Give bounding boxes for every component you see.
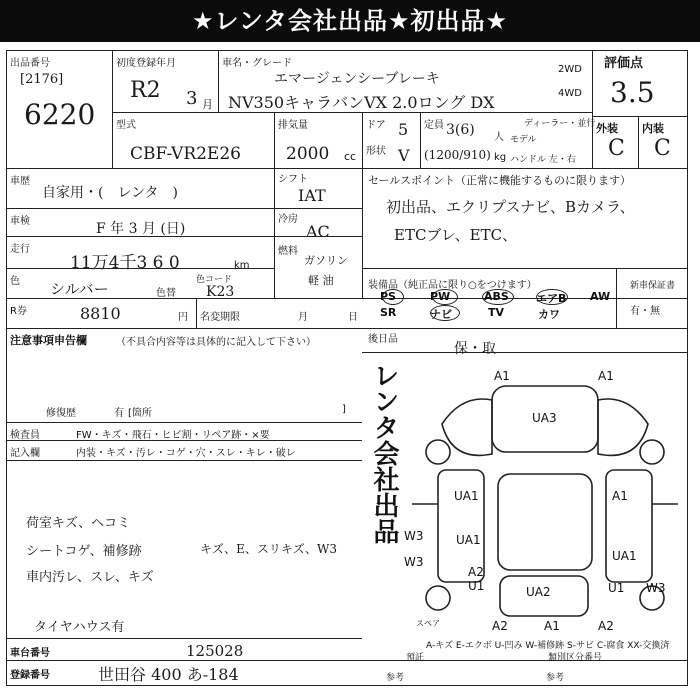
color-label: 色 <box>10 276 20 287</box>
mark-2: UA3 <box>532 411 557 425</box>
first-reg-month: 3 <box>186 88 198 109</box>
recycle-label: R券 <box>10 306 27 317</box>
diagram-body <box>498 474 592 570</box>
footer-sign-1: 参考 <box>386 673 405 683</box>
equip-circle-pw <box>432 289 458 305</box>
repair-has: 有 <box>114 408 124 419</box>
shape-value: V <box>398 146 410 165</box>
mark-16: A1 <box>544 619 560 633</box>
diagram-right-side <box>606 470 652 582</box>
ac-value: AC <box>306 222 330 241</box>
entry-items: 内装・キズ・汚レ・コゲ・穴・スレ・キレ・破レ <box>76 448 296 459</box>
mileage-value: 11万4千3 6 0 <box>70 253 180 273</box>
load-value: (1200/910) <box>424 148 491 162</box>
lot-label: 出品番号 <box>10 58 50 69</box>
rear-value: 保・取 <box>454 341 496 357</box>
inspection-label: 車検 <box>10 216 30 227</box>
title-date-day: 日 <box>348 312 358 323</box>
doors-label: ドア <box>366 120 386 131</box>
repair-label: 修復歴 <box>46 408 76 419</box>
diagram-marks <box>404 369 666 633</box>
equip-circle-airbag <box>536 289 568 305</box>
sales-points-label: セールスポイント（正常に機能するものに限ります） <box>368 174 632 187</box>
lot-sub: [2176] <box>20 72 64 87</box>
recycle-value: 8810 <box>80 304 121 323</box>
model-value: CBF-VR2E26 <box>130 144 241 164</box>
registration-label: 登録番号 <box>10 670 50 681</box>
mark-0: A1 <box>494 369 510 383</box>
mark-5: UA1 <box>456 533 481 547</box>
capacity-unit: 人 <box>494 132 504 143</box>
shift-value: IAT <box>298 186 326 205</box>
equip-abs: ABS <box>484 290 509 303</box>
mark-7: W3 <box>404 555 424 569</box>
remark-line4: キズ、E、スリキズ、W3 <box>200 542 337 556</box>
mark-4: A1 <box>612 489 628 503</box>
car-label: 車名・グレード <box>222 58 292 69</box>
footer-recycle-label: 預託 <box>406 653 425 663</box>
mileage-unit: km <box>234 260 250 271</box>
fuel-label: 燃料 <box>278 246 298 257</box>
model-label: 型式 <box>116 120 136 131</box>
chassis-value: 125028 <box>186 642 244 660</box>
mark-14: A2 <box>492 619 508 633</box>
remark-line1: 荷室キズ、ヘコミ <box>26 516 131 531</box>
equip-ps: PS <box>380 290 396 303</box>
mark-13: W3 <box>646 581 666 595</box>
shape-label: 形状 <box>366 146 386 157</box>
drive-4wd: 4WD <box>558 88 582 99</box>
mark-17: スペア <box>416 619 440 628</box>
exterior-grade: C <box>608 136 625 161</box>
usage-value: 自家用・( レンタ ) <box>42 185 179 201</box>
interior-grade: C <box>654 136 671 161</box>
handle-label: ハンドル 左・右 <box>510 155 576 165</box>
color-change-label: 色替 <box>156 288 176 299</box>
first-reg-month-unit: 月 <box>202 98 213 111</box>
mark-9: A2 <box>468 565 484 579</box>
mark-10: U1 <box>468 579 485 593</box>
mark-11: UA2 <box>526 585 551 599</box>
diagram-wheel-lr <box>426 586 450 610</box>
fuel-gasoline: ガソリン <box>304 254 348 267</box>
mileage-label: 走行 <box>10 244 30 255</box>
equip-tv: TV <box>488 306 505 319</box>
equip-leather: カワ <box>538 308 560 321</box>
notes-label: 注意事項申告欄 <box>10 334 87 347</box>
registration-value: 世田谷 400 あ-184 <box>98 665 239 684</box>
doors-value: 5 <box>398 120 409 139</box>
equip-circle-navi <box>430 305 460 321</box>
equip-circle-abs <box>482 289 514 305</box>
first-reg-label: 初度登録年月 <box>116 58 176 69</box>
diagram-wheel-lf <box>426 440 450 464</box>
sales-points-line1: 初出品、エクリプスナビ、Bカメラ、 <box>386 198 635 216</box>
entry-label: 記入欄 <box>10 448 40 459</box>
rear-label: 後日品 <box>368 334 398 345</box>
footer-sign-2: 参考 <box>546 673 565 683</box>
score-label: 評価点 <box>604 56 644 71</box>
equip-pw: PW <box>430 290 451 303</box>
diagram-wheel-rf <box>640 440 664 464</box>
notes-sub: （不具合内容等は具体的に記入して下さい） <box>116 337 316 348</box>
drive-2wd: 2WD <box>558 64 582 75</box>
capacity-value: 3(6) <box>446 122 475 138</box>
mark-12: U1 <box>608 581 625 595</box>
exterior-label: 外装 <box>596 122 618 135</box>
model-year-label: モデル <box>510 135 537 145</box>
banner-title: ★レンタ会社出品★初出品★ <box>0 0 700 42</box>
footer-type-label: 類別区分番号 <box>548 653 603 663</box>
color-code: K23 <box>206 284 235 300</box>
equip-airbag: エアB <box>536 292 567 305</box>
recycle-unit: 円 <box>178 312 188 323</box>
title-date-month: 月 <box>298 312 308 323</box>
color-value: シルバー <box>50 280 109 298</box>
interior-label: 内装 <box>642 122 664 135</box>
capacity-label: 定員 <box>424 120 444 131</box>
shift-label: シフト <box>278 174 308 185</box>
tire-note: タイヤハウス有 <box>34 620 125 635</box>
mark-1: A1 <box>598 369 614 383</box>
equip-navi: ナビ <box>430 308 452 321</box>
equip-sr: SR <box>380 306 397 319</box>
mark-8: UA1 <box>612 549 637 563</box>
remark-line3: 車内汚レ、スレ、キズ <box>26 570 154 585</box>
checker-items: FW・キズ・飛石・ヒビ割・リペア跡・×要 <box>76 430 270 441</box>
equipment-label: 装備品（純正品に限り○をつけます） <box>368 280 537 291</box>
car-line2: NV350キャラバンVX 2.0ロング DX <box>228 93 495 112</box>
equip-circle-ps <box>382 289 404 305</box>
sales-points-line2: ETCブレ、ETC、 <box>394 226 518 244</box>
mark-3: UA1 <box>454 489 479 503</box>
side-rental-text: レンタ会社出品 <box>369 362 399 544</box>
inspection-value: F 年 3 月 (日) <box>96 221 186 237</box>
damage-legend: A-キズ E-エクボ U-凹み W-補修跡 S-サビ C-腐食 XX-交換済 <box>426 641 670 651</box>
displacement-label: 排気量 <box>278 120 308 131</box>
ac-label: 冷房 <box>278 214 298 225</box>
usage-label: 車歴 <box>10 176 30 187</box>
displacement-value: 2000 <box>286 144 330 164</box>
displacement-unit: cc <box>344 150 357 163</box>
color-code-label: 色コード <box>196 275 233 285</box>
score-value: 3.5 <box>610 76 655 109</box>
title-date-label: 名変期限 <box>200 312 240 323</box>
mark-15: A2 <box>598 619 614 633</box>
equip-aw: AW <box>590 290 611 303</box>
fuel-diesel: 軽 油 <box>308 274 334 287</box>
dealer-label: ディーラー・並行 <box>524 119 596 129</box>
remark-line2: シートコゲ、補修跡 <box>26 544 142 559</box>
car-line1: エマージェンシーブレーキ <box>274 71 440 87</box>
warranty-label: 新車保証書 <box>630 281 676 291</box>
repair-end: ] <box>342 404 346 415</box>
auction-sheet <box>6 46 694 696</box>
first-reg-era: R2 <box>130 78 161 103</box>
lot-number: 6220 <box>24 98 96 131</box>
repair-location: [箇所 <box>128 408 152 419</box>
checker-label: 検査員 <box>10 430 40 441</box>
chassis-label: 車台番号 <box>10 648 50 659</box>
car-diagram <box>402 364 688 634</box>
mark-6: W3 <box>404 529 424 543</box>
warranty-value: 有・無 <box>630 306 660 317</box>
load-unit: kg <box>494 152 507 163</box>
